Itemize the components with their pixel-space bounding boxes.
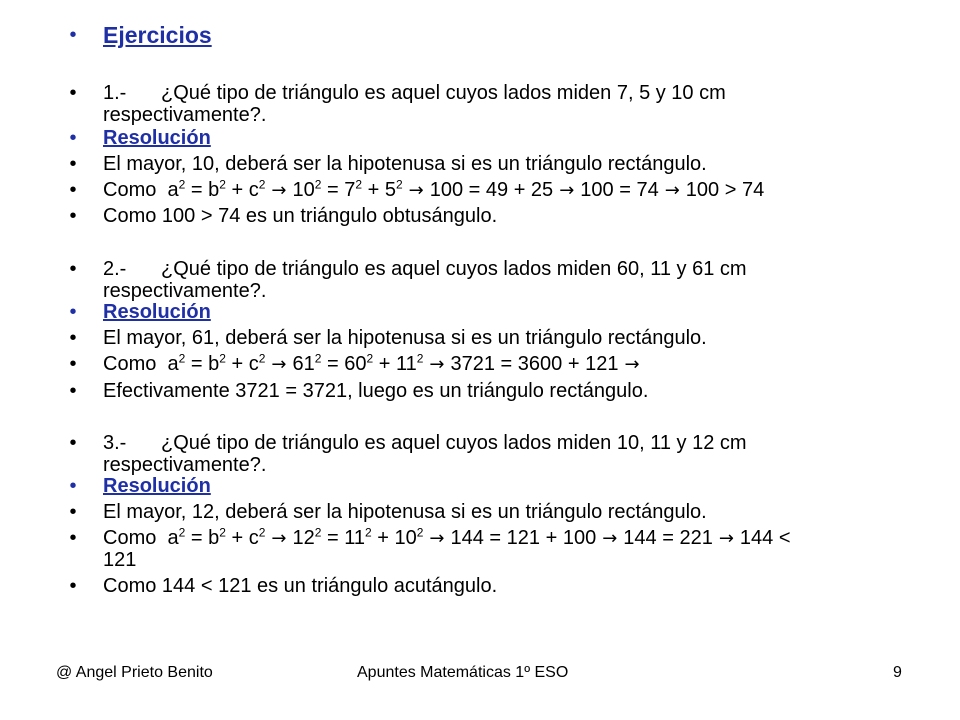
bullet: • — [69, 380, 77, 402]
conclusion-text: Como 100 > 74 es un triángulo obtusángulo. — [103, 205, 498, 227]
footer-author: @ Angel Prieto Benito — [56, 664, 213, 681]
arrow-right-icon: → — [429, 354, 445, 375]
bullet: • — [69, 301, 77, 323]
arrow-right-icon: → — [559, 180, 575, 201]
bullet: • — [69, 353, 77, 375]
bullet: • — [69, 179, 77, 201]
arrow-right-icon: → — [718, 528, 734, 549]
footer-course: Apuntes Matemáticas 1º ESO — [357, 664, 569, 681]
arrow-right-icon: → — [271, 354, 287, 375]
exercise-number: 1.- — [103, 82, 127, 104]
question-continuation: respectivamente?. — [103, 454, 267, 476]
equation: Como $a^2 = b^2 + c^2 \to 61^2 = 60^2 + 11^2 \to 3721 = 3600 + 121$ → — [103, 351, 640, 375]
question-text: ¿Qué tipo de triángulo es aquel cuyos lados miden 7, 5 y 10 cm — [161, 82, 726, 104]
equation-continuation: 121 — [103, 549, 137, 571]
conclusion-text: Como 144 < 121 es un triángulo acutángulo. — [103, 575, 498, 597]
resolution-link[interactable]: Resolución — [103, 127, 211, 149]
equation: Como $a^2 = b^2 + c^2 \to 12^2 = 11^2 + 10^2 \to 144 = 121 + 100 \to 144 = 221 \to 144$ < — [103, 525, 791, 549]
exercise-number: 2.- — [103, 258, 127, 280]
arrow-right-icon: → — [624, 354, 640, 375]
arrow-right-icon: → — [271, 180, 287, 201]
page-title[interactable]: Ejercicios — [103, 22, 212, 48]
step-text: El mayor, 10, deberá ser la hipotenusa si es un triángulo rectángulo. — [103, 153, 707, 175]
arrow-right-icon: → — [408, 180, 424, 201]
equation: Como $a^2 = b^2 + c^2 \to 10^2 = 7^2 + 5^2 \to 100 = 49 + 25 \to 100 = 74 \to 100 > 74$ — [103, 177, 765, 201]
step-text: El mayor, 12, deberá ser la hipotenusa si es un triángulo rectángulo. — [103, 501, 707, 523]
bullet: • — [69, 153, 77, 175]
arrow-right-icon: → — [271, 528, 287, 549]
bullet: • — [69, 205, 77, 227]
question-text: ¿Qué tipo de triángulo es aquel cuyos lados miden 10, 11 y 12 cm — [161, 432, 747, 454]
bullet: • — [69, 475, 77, 497]
arrow-right-icon: → — [429, 528, 445, 549]
bullet: • — [69, 527, 77, 549]
bullet: • — [69, 327, 77, 349]
resolution-link[interactable]: Resolución — [103, 475, 211, 497]
question-text: ¿Qué tipo de triángulo es aquel cuyos lados miden 60, 11 y 61 cm — [161, 258, 747, 280]
bullet: • — [69, 501, 77, 523]
bullet: • — [69, 575, 77, 597]
bullet: • — [69, 82, 77, 104]
page-number: 9 — [893, 664, 902, 681]
bullet: • — [69, 432, 77, 454]
step-text: El mayor, 61, deberá ser la hipotenusa si es un triángulo rectángulo. — [103, 327, 707, 349]
bullet: • — [69, 258, 77, 280]
arrow-right-icon: → — [664, 180, 680, 201]
conclusion-text: Efectivamente 3721 = 3721, luego es un triángulo rectángulo. — [103, 380, 649, 402]
exercise-number: 3.- — [103, 432, 127, 454]
question-continuation: respectivamente?. — [103, 104, 267, 126]
question-continuation: respectivamente?. — [103, 280, 267, 302]
bullet: • — [69, 24, 77, 46]
bullet: • — [69, 127, 77, 149]
resolution-link[interactable]: Resolución — [103, 301, 211, 323]
arrow-right-icon: → — [602, 528, 618, 549]
